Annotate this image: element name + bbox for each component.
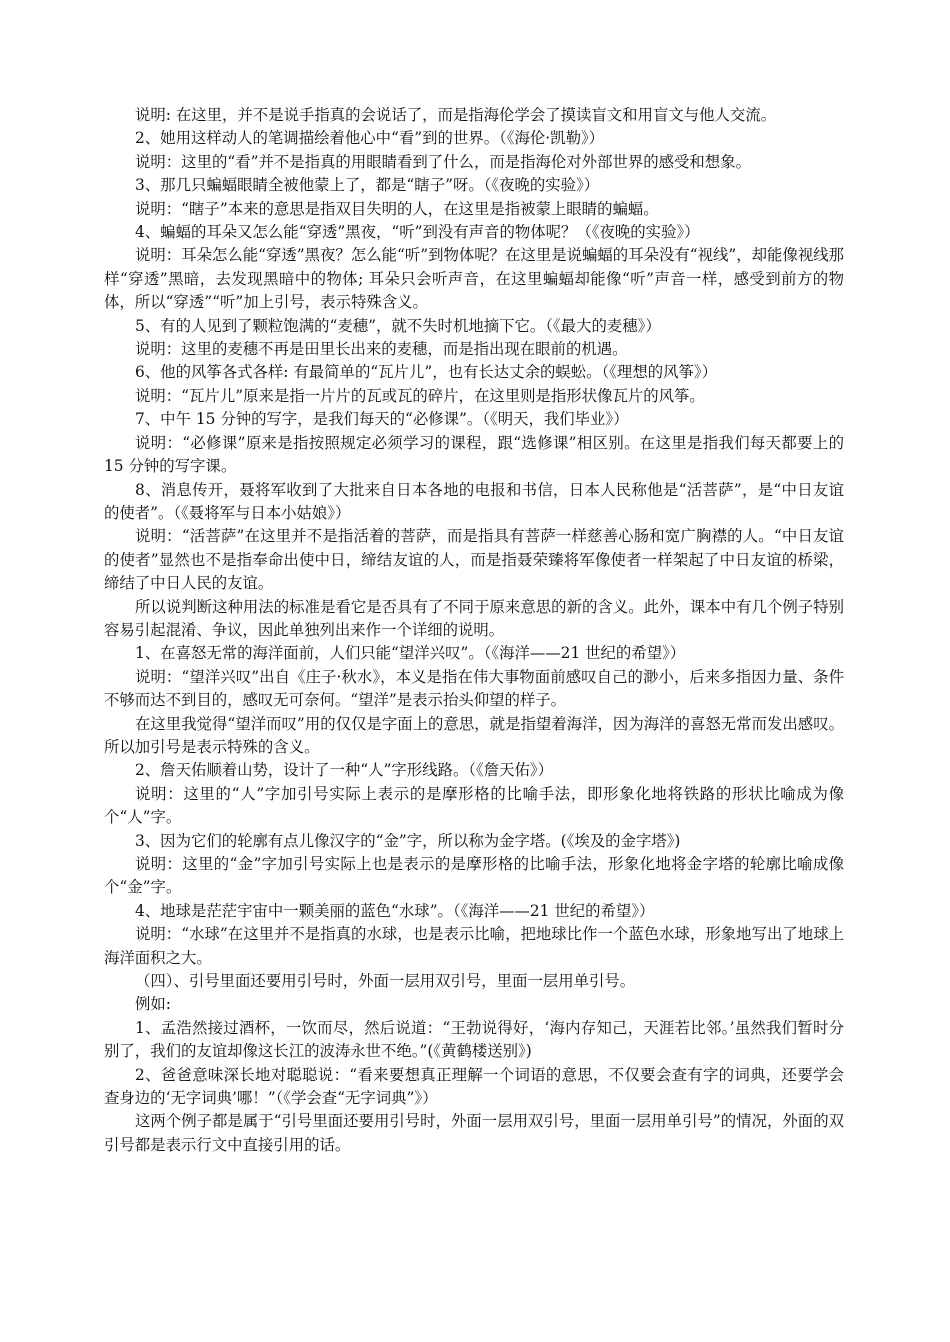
paragraph: 说明：“望洋兴叹”出自《庄子·秋水》，本义是指在伟大事物面前感叹自己的渺小，后来多指因力量、条件不够而达不到目的，感叹无可奈何。“望洋”是表示抬头仰望的样子。: [104, 667, 844, 710]
paragraph: 2、詹天佑顺着山势，设计了一种“人”字形线路。（《詹天佑》）: [135, 761, 553, 780]
paragraph: 说明: 在这里，并不是说手指真的会说话了，而是指海伦学会了摸读盲文和用盲文与他人交流。: [135, 106, 777, 124]
paragraph: 2、爸爸意味深长地对聪聪说：“看来要想真正理解一个词语的意思，不仅要会查有字的词典，还要学会查身边的‘无字词典’哪！”（《学会查“无字词典”》）: [104, 1065, 844, 1108]
paragraph: 3、因为它们的轮廓有点儿像汉字的“金”字，所以称为金字塔。(《埃及的金字塔》): [135, 831, 681, 850]
paragraph: 说明：“瓦片儿”原来是指一片片的瓦或瓦的碎片，在这里则是指形状像瓦片的风筝。: [135, 386, 705, 405]
paragraph: 1、在喜怒无常的海洋面前，人们只能“望洋兴叹”。（《海洋——21 世纪的希望》）: [135, 644, 686, 663]
paragraph: 6、他的风筝各式各样: 有最简单的“瓦片儿”，也有长达丈余的蜈蚣。（《理想的风筝》）: [135, 363, 717, 382]
paragraph: 说明：“瞎子”本来的意思是指双目失明的人，在这里是指被蒙上眼睛的蝙蝠。: [135, 199, 659, 218]
paragraph: 说明：“活菩萨”在这里并不是指活着的菩萨，而是指具有菩萨一样慈善心肠和宽广胸襟的人。“中日友谊的使者”显然也不是指奉命出使中日，缔结友谊的人，而是指聂荣臻将军像使者一样架起了中日友谊的桥梁，缔结了中日人民的友谊。: [104, 527, 844, 593]
paragraph: 4、蝙蝠的耳朵又怎么能“穿透”黑夜，“听”到没有声音的物体呢？（《夜晚的实验》）: [135, 223, 700, 242]
paragraph: 2、她用这样动人的笔调描绘着他心中“看”到的世界。（《海伦·凯勒》）: [135, 129, 605, 148]
paragraph: 说明：这里的“看”并不是指真的用眼睛看到了什么，而是指海伦对外部世界的感受和想象。: [135, 152, 751, 171]
paragraph: 说明：耳朵怎么能“穿透”黑夜？怎么能“听”到物体呢？在这里是说蝙蝠的耳朵没有“视线”，却能像视线那样“穿透”黑暗，去发现黑暗中的物体; 耳朵只会听声音，在这里蝙蝠却能像“听”声音一样，感受到前方的物体，所以“穿透”“听”加上引号，表示特殊含义。: [104, 246, 845, 312]
paragraph: 1、孟浩然接过酒杯，一饮而尽，然后说道：“王勃说得好，‘海内存知己，天涯若比邻。’虽然我们暂时分别了，我们的友谊却像这长江的波涛永世不绝。”(《黄鹤楼送别》): [104, 1018, 844, 1061]
paragraph: 4、地球是茫茫宇宙中一颗美丽的蓝色“水球”。（《海洋——21 世纪的希望》）: [135, 901, 655, 920]
paragraph: 8、消息传开，聂将军收到了大批来自日本各地的电报和书信，日本人民称他是“活菩萨”，是“中日友谊的使者”。（《聂将军与日本小姑娘》）: [104, 480, 844, 522]
paragraph: 说明：这里的“金”字加引号实际上也是表示的是摩形格的比喻手法，形象化地将金字塔的轮廓比喻成像个“金”字。: [104, 855, 844, 897]
paragraph: 说明：这里的“人”字加引号实际上表示的是摩形格的比喻手法，即形象化地将铁路的形状比喻成为像个“人”字。: [104, 784, 844, 827]
paragraph: 这两个例子都是属于“引号里面还要用引号时，外面一层用双引号，里面一层用单引号”的情况，外面的双引号都是表示行文中直接引用的话。: [104, 1112, 844, 1154]
paragraph: 说明：这里的麦穗不再是田里长出来的麦穗，而是指出现在眼前的机遇。: [135, 340, 628, 359]
paragraph: 说明：“水球”在这里并不是指真的水球，也是表示比喻，把地球比作一个蓝色水球，形象地写出了地球上海洋面积之大。: [104, 925, 844, 967]
document-body: [104, 104, 844, 1157]
section-heading: （四）、引号里面还要用引号时，外面一层用双引号，里面一层用单引号。: [135, 972, 636, 991]
paragraph: 例如:: [135, 995, 171, 1014]
paragraph: 说明：“必修课”原来是指按照规定必须学习的课程，跟“选修课”相区别。在这里是指我们每天都要上的 15 分钟的写字课。: [104, 433, 844, 476]
paragraph: 3、那几只蝙蝠眼睛全被他蒙上了，都是“瞎子”呀。（《夜晚的实验》）: [135, 176, 600, 195]
paragraph: 7、中午 15 分钟的写字，是我们每天的“必修课”。（《明天，我们毕业》）: [135, 410, 629, 429]
paragraph: 5、有的人见到了颗粒饱满的“麦穗”，就不失时机地摘下它。（《最大的麦穗》）: [135, 316, 661, 335]
paragraph: 在这里我觉得“望洋而叹”用的仅仅是字面上的意思，就是指望着海洋，因为海洋的喜怒无常而发出感叹。所以加引号是表示特殊的含义。: [104, 714, 844, 756]
paragraph: 所以说判断这种用法的标准是看它是否具有了不同于原来意思的新的含义。此外，课本中有几个例子特别容易引起混淆、争议，因此单独列出来作一个详细的说明。: [104, 597, 844, 639]
